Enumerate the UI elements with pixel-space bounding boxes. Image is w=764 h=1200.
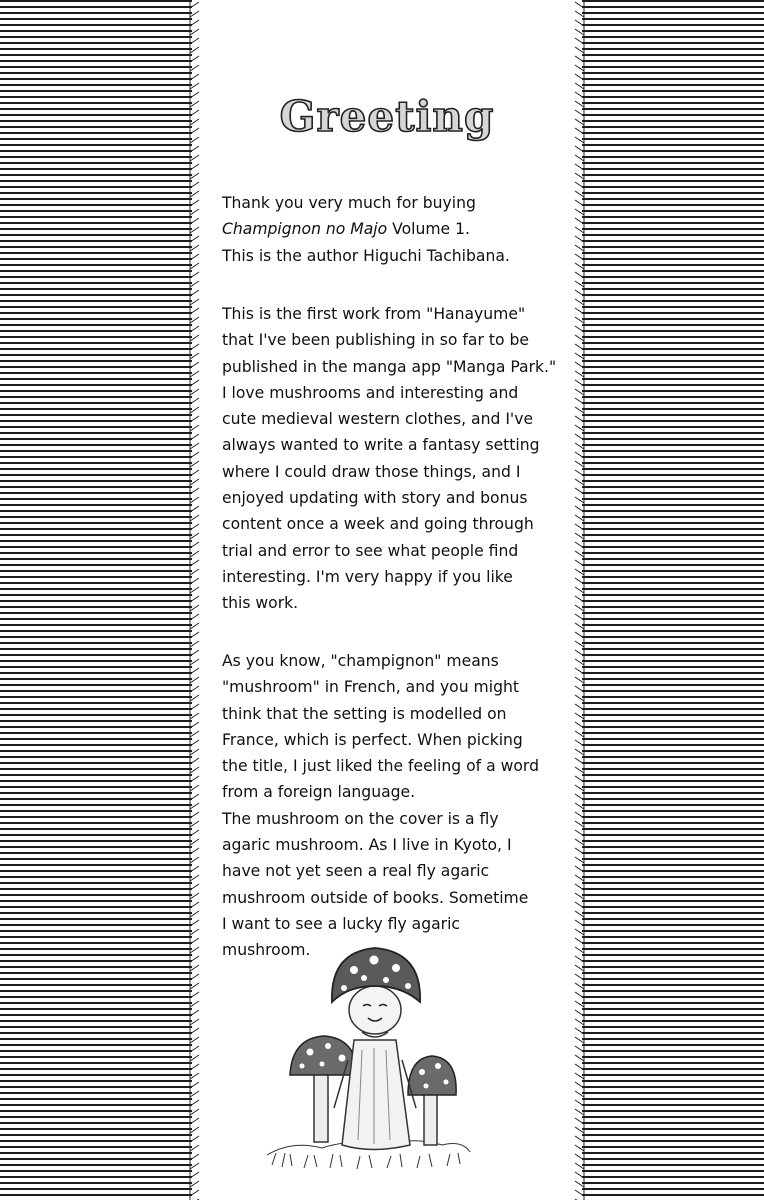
text-line: This is the author Higuchi Tachibana.	[222, 246, 510, 265]
text-line: The mushroom on the cover is a fly	[222, 809, 499, 828]
book-title: Champignon no Majo	[222, 220, 388, 239]
text-line: trial and error to see what people find	[222, 541, 519, 560]
text-line	[222, 216, 572, 242]
page-title: Greeting	[279, 92, 495, 141]
text-line: I love mushrooms and interesting and	[222, 383, 519, 402]
text-line: have not yet seen a real fly agaric	[222, 862, 490, 881]
right-fringe-edge	[574, 0, 588, 1200]
text-line: Thank you very much for buying	[222, 194, 476, 212]
text-line: content once a week and going through	[222, 515, 534, 534]
small-mushroom-right-icon	[408, 1056, 456, 1145]
text-line: this work.	[222, 594, 299, 613]
text-line: agaric mushroom. As I live in Kyoto, I	[222, 836, 512, 855]
paragraph-champignon	[222, 648, 572, 964]
text-line: I want to see a lucky fly agaric	[222, 914, 460, 933]
text-line: that I've been publishing in so far to be	[222, 331, 529, 350]
text-line: France, which is perfect. When picking	[222, 730, 523, 749]
volume-label: Volume 1.	[387, 220, 470, 239]
text-line: This is the first work from "Hanayume"	[222, 305, 526, 323]
text-line: published in the manga app "Manga Park."	[222, 357, 557, 376]
text-line: the title, I just liked the feeling of a word	[222, 757, 539, 776]
text-line: cute medieval western clothes, and I've	[222, 410, 534, 429]
paragraph-first-work	[222, 301, 572, 617]
mushroom-character-illustration	[262, 940, 472, 1175]
text-line: "mushroom" in French, and you might	[222, 678, 519, 697]
text-line: enjoyed updating with story and bonus	[222, 489, 528, 508]
text-line: mushroom outside of books. Sometime	[222, 888, 529, 907]
paragraph-intro	[222, 190, 572, 269]
text-line: As you know, "champignon" means	[222, 652, 499, 670]
right-striped-border	[582, 0, 764, 1200]
text-line: mushroom.	[222, 941, 311, 960]
text-line: think that the setting is modelled on	[222, 704, 507, 723]
text-line: from a foreign language.	[222, 783, 416, 802]
character-face-icon	[349, 986, 401, 1034]
text-line: interesting. I'm very happy if you like	[222, 567, 513, 586]
left-fringe-edge	[186, 0, 200, 1200]
left-striped-border	[0, 0, 192, 1200]
text-line: always wanted to write a fantasy setting	[222, 436, 540, 455]
text-line: where I could draw those things, and I	[222, 462, 521, 481]
